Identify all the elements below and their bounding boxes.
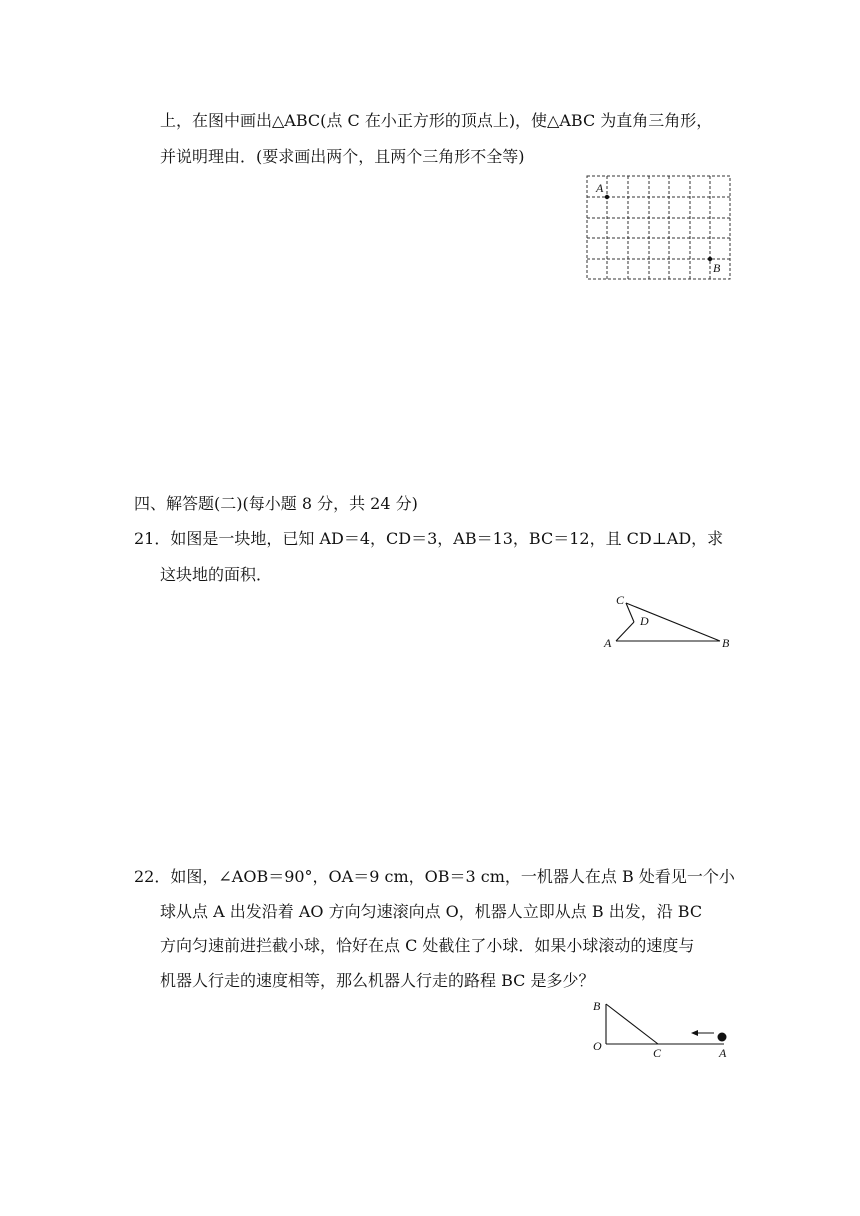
- label-b: B: [713, 261, 721, 275]
- q22-line-4: 机器人行走的速度相等，那么机器人行走的路程 BC 是多少？: [160, 971, 595, 990]
- label-o: O: [593, 1039, 602, 1053]
- label-b: B: [722, 636, 730, 650]
- label-b: B: [593, 999, 601, 1013]
- q20-line-1: 上，在图中画出△ABC(点 C 在小正方形的顶点上)，使△ABC 为直角三角形，: [160, 111, 713, 130]
- point-b: [708, 257, 712, 261]
- ball: [718, 1033, 727, 1042]
- q20-line-2: 并说明理由．(要求画出两个，且两个三角形不全等): [160, 147, 525, 166]
- q20-grid-figure: [580, 172, 740, 288]
- q21-line-2: 这块地的面积．: [160, 565, 273, 584]
- label-c: C: [653, 1046, 662, 1060]
- label-c: C: [616, 593, 625, 607]
- q22-line-2: 球从点 A 出发沿着 AO 方向匀速滚向点 O，机器人立即从点 B 出发，沿 BC: [160, 902, 703, 921]
- label-d: D: [640, 614, 649, 628]
- q22-line-3: 方向匀速前进拦截小球，恰好在点 C 处截住了小球．如果小球滚动的速度与: [160, 936, 695, 955]
- q21-figure: [598, 590, 738, 658]
- q22-figure: [588, 996, 738, 1066]
- q22-line-1: 22．如图，∠AOB＝90°，OA＝9 cm，OB＝3 cm，一机器人在点 B 处看见一个小: [134, 867, 735, 886]
- q21-line-1: 21．如图是一块地，已知 AD＝4，CD＝3，AB＝13，BC＝12，且 CD⊥AD，求: [134, 529, 724, 548]
- label-a: A: [719, 1046, 727, 1060]
- point-a: [605, 195, 609, 199]
- label-a: A: [604, 636, 612, 650]
- label-a: A: [596, 181, 604, 195]
- section-heading: 四、解答题(二)(每小题 8 分，共 24 分): [134, 494, 418, 513]
